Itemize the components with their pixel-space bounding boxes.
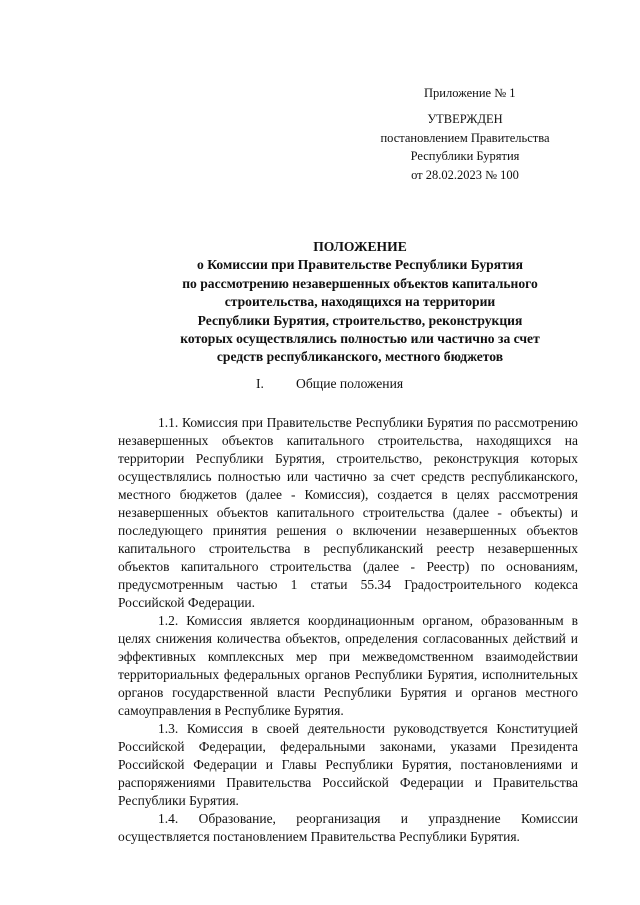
document-body <box>118 414 578 846</box>
approval-line: Республики Бурятия <box>410 149 520 163</box>
title-line: которых осуществлялись полностью или частично за счет <box>180 331 540 347</box>
title-line: по рассмотрению незавершенных объектов капитального <box>182 275 538 291</box>
appendix-label: Приложение № 1 <box>424 86 516 100</box>
document-title <box>70 238 640 367</box>
title-line: строительства, находящихся на территории <box>224 294 496 310</box>
approval-line: УТВЕРЖДЕН <box>427 112 503 126</box>
paragraph: 1.2. Комиссия является координационным органом, образованным в целях снижения количества объектов, определения согласованных действий и эффективных комплексных мер при межведомственном взаимодействии территориальных федеральных органов Республики Бурятия, исполнительных органов государственной власти Республики Бурятия и органов местного самоуправления в Республике Бурятия. <box>118 613 578 718</box>
paragraph: 1.4. Образование, реорганизация и упразднение Комиссии осуществляется постановлением Правительства Республики Бурятия. <box>118 811 578 844</box>
title-line: средств республиканского, местного бюджетов <box>216 349 504 365</box>
section-number: I. <box>256 376 264 391</box>
title-line: о Комиссии при Правительстве Республики Бурятия <box>197 257 523 273</box>
title-line: Республики Бурятия, строительство, реконструкция <box>197 312 523 328</box>
title-line: ПОЛОЖЕНИЕ <box>313 239 407 254</box>
approval-line: от 28.02.2023 № 100 <box>411 167 519 182</box>
paragraph: 1.1. Комиссия при Правительстве Республики Бурятия по рассмотрению незавершенных объектов капитального строительства, находящихся на территории Республики Бурятия, строительство, реконструкция которых осуществлялись полностью или частично за счет средств республиканского, местного бюджетов (далее - Комиссия), создается в целях рассмотрения незавершенных объектов капитального строительства (далее - объекты) и последующего принятия решения о включении незавершенных объектов капитального строительства в республиканский реестр незавершенных объектов капитального строительства (далее - Реестр) по основаниям, предусмотренным частью 1 статьи 55.34 Градостроительного кодекса Российской Федерации. <box>118 415 578 610</box>
approval-block <box>340 110 590 184</box>
section-title: Общие положения <box>296 376 404 391</box>
approval-line: постановлением Правительства <box>380 130 550 145</box>
paragraph: 1.3. Комиссия в своей деятельности руководствуется Конституцией Российской Федерации, федеральными законами, указами Президента Российской Федерации и Главы Республики Бурятия, постановлениями и распоряжениями Правительства Российской Федерации и Правительства Республики Бурятия. <box>118 721 578 808</box>
